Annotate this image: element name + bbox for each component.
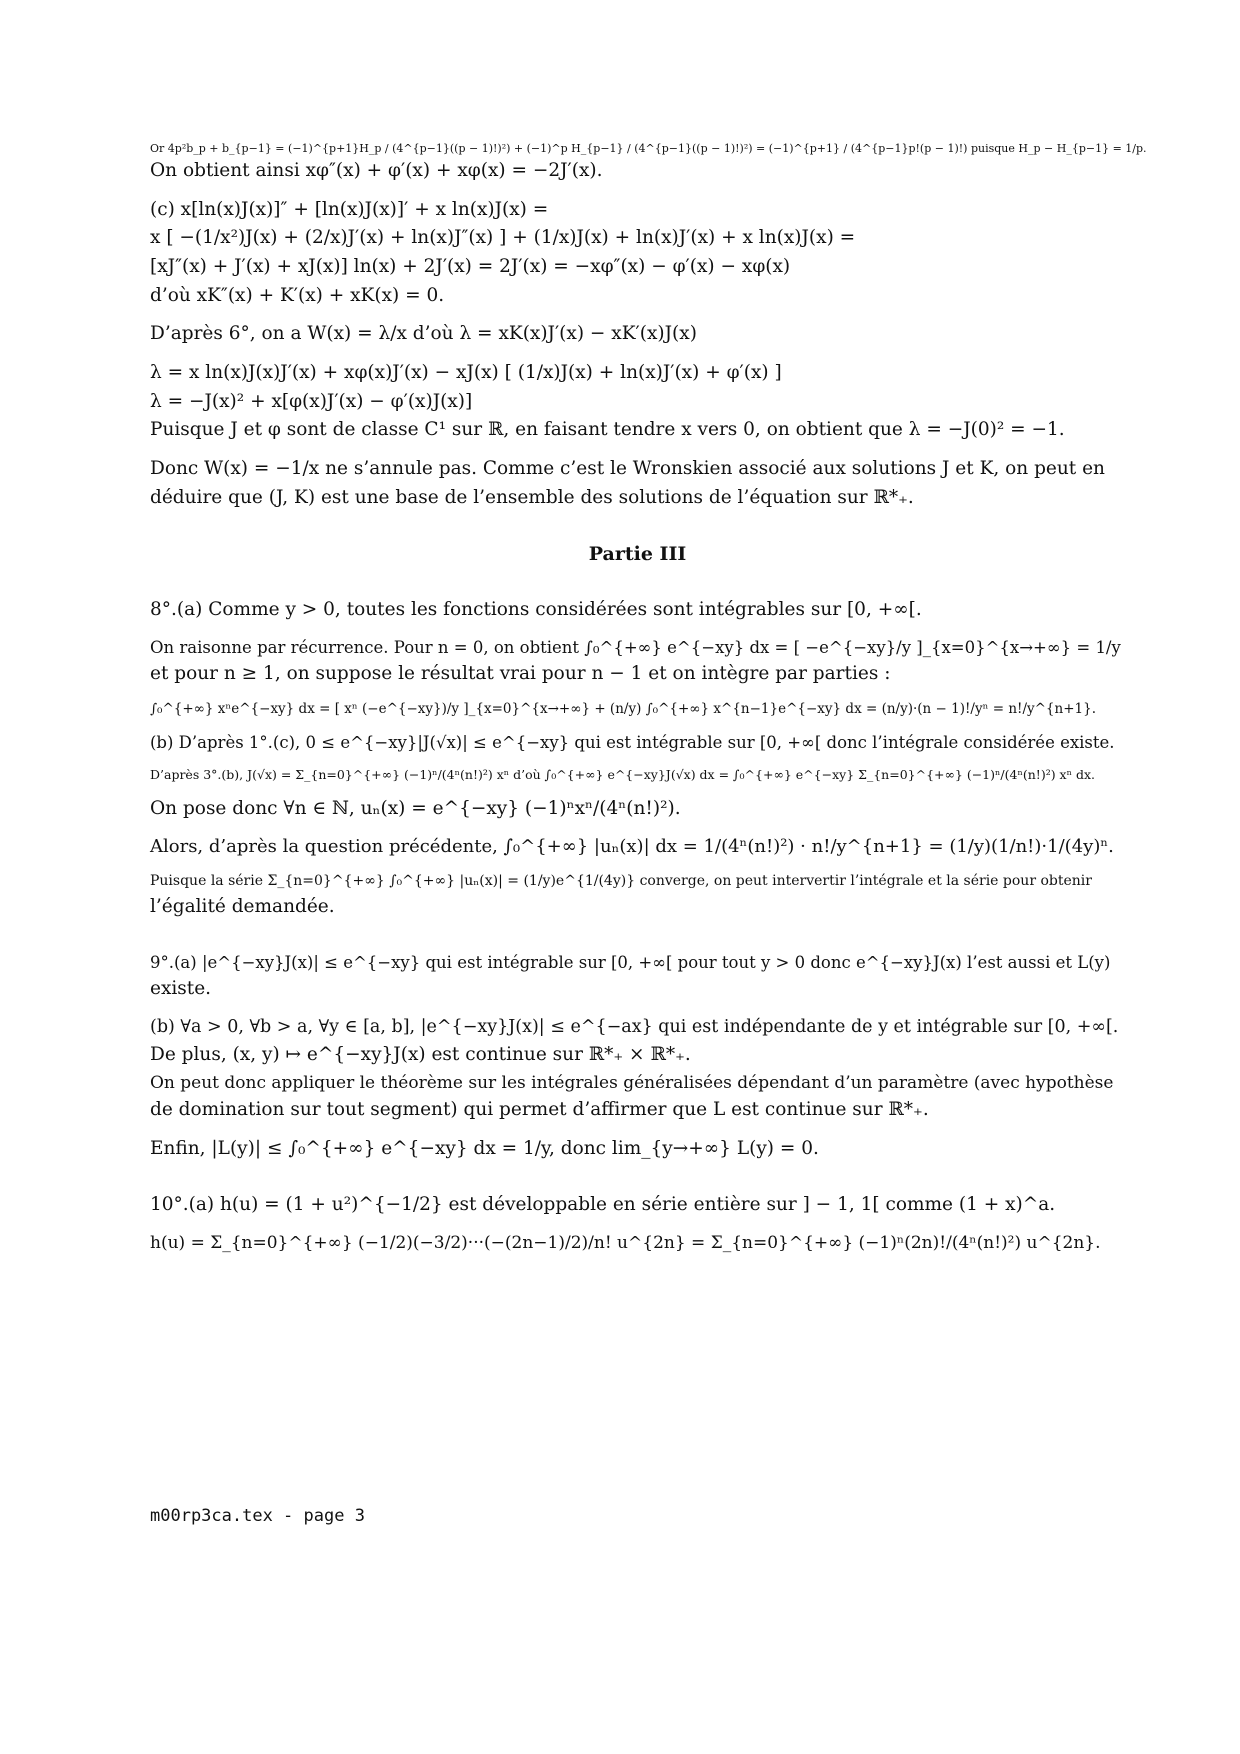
section-heading: Partie III <box>588 543 687 566</box>
text-line: De plus, (x, y) ↦ e^{−xy}J(x) est continue sur ℝ*₊ × ℝ*₊. <box>150 1043 691 1065</box>
text-line: et pour n ≥ 1, on suppose le résultat vrai pour n − 1 et on intègre par parties : <box>150 663 891 685</box>
text-line: [xJ″(x) + J′(x) + xJ(x)] ln(x) + 2J′(x) = 2J′(x) = −xφ″(x) − φ′(x) − xφ(x) <box>150 256 791 278</box>
text-line: On obtient ainsi xφ″(x) + φ′(x) + xφ(x) = −2J′(x). <box>150 160 603 182</box>
text-line: Enfin, |L(y)| ≤ ∫₀^{+∞} e^{−xy} dx = 1/y, donc lim_{y→+∞} L(y) = 0. <box>150 1137 819 1159</box>
text-line: On raisonne par récurrence. Pour n = 0, on obtient ∫₀^{+∞} e^{−xy} dx = [ −e^{−xy}/y ]_{x=0}^{x→+∞} = 1/y <box>150 637 1121 657</box>
text-line: D’après 6°, on a W(x) = λ/x d’où λ = xK(x)J′(x) − xK′(x)J(x) <box>150 323 697 345</box>
text-line: de domination sur tout segment) qui permet d’affirmer que L est continue sur ℝ*₊. <box>150 1098 929 1120</box>
text-line: λ = −J(x)² + x[φ(x)J′(x) − φ′(x)J(x)] <box>150 390 473 412</box>
text-line: Puisque la série Σ_{n=0}^{+∞} ∫₀^{+∞} |uₙ(x)| = (1/y)e^{1/(4y)} converge, on peut intervertir l’intégrale et la série pour obtenir <box>150 873 1092 890</box>
text-line: Donc W(x) = −1/x ne s’annule pas. Comme c’est le Wronskien associé aux solutions J et K, on peut en <box>150 458 1105 480</box>
text-line: Or 4p²b_p + b_{p−1} = (−1)^{p+1}H_p / (4^{p−1}((p − 1)!)²) + (−1)^p H_{p−1} / (4^{p−1}((p − 1)!)²) = (−1)^{p+1} / (4^{p−1}p!(p − 1)!) puisque H_p − H_{p−1} = 1/p. <box>150 142 1147 155</box>
text-line: On peut donc appliquer le théorème sur les intégrales généralisées dépendant d’un paramètre (avec hypothèse <box>150 1072 1114 1093</box>
text-line: déduire que (J, K) est une base de l’ensemble des solutions de l’équation sur ℝ*₊. <box>150 486 914 508</box>
text-line: λ = x ln(x)J(x)J′(x) + xφ(x)J′(x) − xJ(x) [ (1/x)J(x) + ln(x)J′(x) + φ′(x) ] <box>150 362 782 384</box>
text-line: ∫₀^{+∞} xⁿe^{−xy} dx = [ xⁿ (−e^{−xy})/y ]_{x=0}^{x→+∞} + (n/y) ∫₀^{+∞} x^{n−1}e^{−xy} dx = (n/y)·(n − 1)!/yⁿ = n!/y^{n+1}. <box>150 700 1096 717</box>
text-line: (b) D’après 1°.(c), 0 ≤ e^{−xy}|J(√x)| ≤ e^{−xy} qui est intégrable sur [0, +∞[ donc l’intégrale considérée existe. <box>150 732 1115 752</box>
text-line: 8°.(a) Comme y > 0, toutes les fonctions considérées sont intégrables sur [0, +∞[. <box>150 598 922 620</box>
text-line: (b) ∀a > 0, ∀b > a, ∀y ∈ [a, b], |e^{−xy}J(x)| ≤ e^{−ax} qui est indépendante de y et intégrable sur [0, +∞[. <box>150 1016 1119 1037</box>
text-line: existe. <box>150 978 212 1000</box>
document-body <box>150 140 1147 1256</box>
text-line: l’égalité demandée. <box>150 895 335 917</box>
text-line: On pose donc ∀n ∈ ℕ, uₙ(x) = e^{−xy} (−1)ⁿxⁿ/(4ⁿ(n!)²). <box>150 797 681 819</box>
text-line: (c) x[ln(x)J(x)]″ + [ln(x)J(x)]′ + x ln(x)J(x) = <box>150 198 549 220</box>
text-line: 9°.(a) |e^{−xy}J(x)| ≤ e^{−xy} qui est intégrable sur [0, +∞[ pour tout y > 0 donc e^{−xy}J(x) l’est aussi et L(y) <box>150 952 1111 972</box>
page-footer: m00rp3ca.tex - page 3 <box>150 1506 365 1526</box>
text-line: Puisque J et φ sont de classe C¹ sur ℝ, en faisant tendre x vers 0, on obtient que λ = −J(0)² = −1. <box>150 419 1065 441</box>
text-line: d’où xK″(x) + K′(x) + xK(x) = 0. <box>150 284 445 306</box>
text-line: h(u) = Σ_{n=0}^{+∞} (−1/2)(−3/2)···(−(2n−1)/2)/n! u^{2n} = Σ_{n=0}^{+∞} (−1)ⁿ(2n)!/(4ⁿ(n!)²) u^{2n}. <box>150 1232 1101 1253</box>
text-line: Alors, d’après la question précédente, ∫₀^{+∞} |uₙ(x)| dx = 1/(4ⁿ(n!)²) · n!/y^{n+1} = (1/y)(1/n!)·1/(4y)ⁿ. <box>150 836 1114 858</box>
text-line: 10°.(a) h(u) = (1 + u²)^{−1/2} est développable en série entière sur ] − 1, 1[ comme (1 + x)^a. <box>150 1194 1056 1216</box>
text-line: D’après 3°.(b), J(√x) = Σ_{n=0}^{+∞} (−1)ⁿ/(4ⁿ(n!)²) xⁿ d’où ∫₀^{+∞} e^{−xy}J(√x) dx = ∫₀^{+∞} e^{−xy} Σ_{n=0}^{+∞} (−1)ⁿ/(4ⁿ(n!)²) xⁿ dx. <box>150 767 1096 783</box>
text-line: x [ −(1/x²)J(x) + (2/x)J′(x) + ln(x)J″(x) ] + (1/x)J(x) + ln(x)J′(x) + x ln(x)J(x) = <box>150 227 856 249</box>
